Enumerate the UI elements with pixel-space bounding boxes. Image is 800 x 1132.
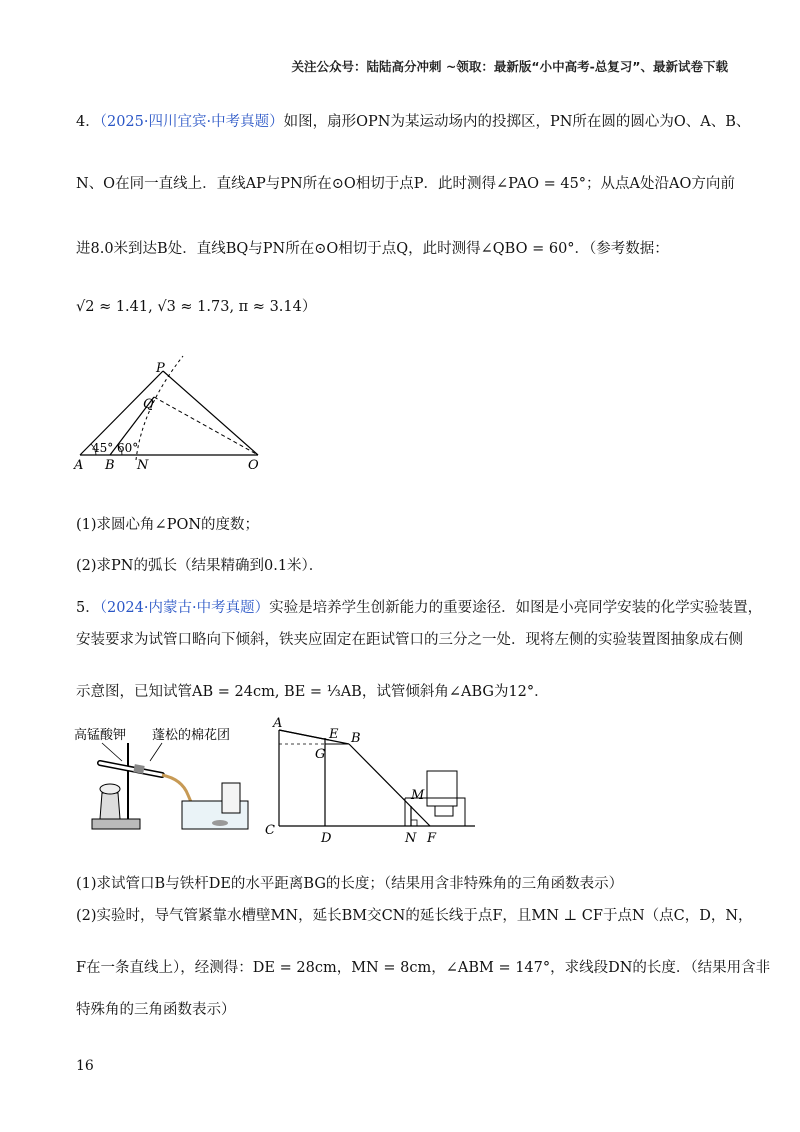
label-A: A bbox=[74, 458, 84, 473]
label-F: F bbox=[427, 831, 437, 846]
label-C: C bbox=[265, 823, 275, 838]
q5-line2: 安装要求为试管口略向下倾斜，铁夹应固定在距试管口的三分之一处．现将左侧的实验装置图抽象成右侧 bbox=[76, 632, 743, 648]
schematic-diagram bbox=[265, 716, 480, 846]
q4-source: （2025·四川宜宾·中考真题） bbox=[99, 114, 284, 130]
q5-sub4: 特殊角的三角函数表示） bbox=[76, 1002, 236, 1018]
label-60: 60° bbox=[117, 441, 139, 455]
q4-number: 4． bbox=[76, 114, 100, 130]
q5-number: 5． bbox=[76, 600, 100, 616]
q5-sub2: (2)实验时，导气管紧靠水槽壁MN，延长BM交CN的延长线于点F，且MN ⊥ CF于点N（点C，D，N， bbox=[76, 908, 753, 924]
page-number: 16 bbox=[76, 1058, 94, 1074]
label-P: P bbox=[156, 361, 165, 376]
q5-text-1: 实验是培养学生创新能力的重要途径．如图是小亮同学安装的化学实验装置， bbox=[269, 600, 763, 616]
label-B2: B bbox=[351, 731, 361, 746]
label-potassium-permanganate: 高锰酸钾 bbox=[74, 728, 127, 743]
label-G: G bbox=[315, 747, 326, 762]
q4-line2: N、O在同一直线上．直线AP与PN所在⊙O相切于点P．此时测得∠PAO = 45°；从点A处沿AO方向前 bbox=[76, 176, 735, 192]
q4-line1 bbox=[76, 110, 751, 131]
label-A2: A bbox=[273, 716, 283, 731]
q4-sub2: (2)求PN的弧长（结果精确到0.1米）． bbox=[76, 558, 324, 574]
label-B: B bbox=[105, 458, 115, 473]
q4-line3: 进8.0米到达B处．直线BQ与PN所在⊙O相切于点Q，此时测得∠QBO = 60°．（参考数据： bbox=[76, 241, 669, 257]
label-N: N bbox=[137, 458, 149, 473]
q5-sub1: (1)求试管口B与铁杆DE的水平距离BG的长度；（结果用含非特殊角的三角函数表示） bbox=[76, 876, 624, 892]
q4-figure bbox=[70, 348, 270, 473]
q5-line3: 示意图，已知试管AB = 24cm, BE = ⅓AB，试管倾斜角∠ABG为12°． bbox=[76, 684, 549, 700]
lab-apparatus-illustration bbox=[72, 723, 272, 835]
label-N2: N bbox=[405, 831, 417, 846]
q4-text-1: 如图，扇形OPN为某运动场内的投掷区，PN所在圆的圆心为O、A、B、 bbox=[283, 114, 751, 130]
q5-sub3: F在一条直线上），经测得：DE = 28cm，MN = 8cm，∠ABM = 147°，求线段DN的长度．（结果用含非 bbox=[76, 960, 771, 976]
q5-source: （2024·内蒙古·中考真题） bbox=[99, 600, 270, 616]
label-45: 45° bbox=[92, 441, 114, 455]
q5-line1 bbox=[76, 596, 763, 617]
q4-reference-data: √2 ≈ 1.41, √3 ≈ 1.73, π ≈ 3.14） bbox=[76, 299, 317, 315]
label-O: O bbox=[248, 458, 259, 473]
label-E: E bbox=[329, 727, 339, 742]
q4-sub1: (1)求圆心角∠PON的度数； bbox=[76, 517, 260, 533]
label-M: M bbox=[411, 788, 425, 803]
page-header: 关注公众号：陆陆高分冲刺 ~领取：最新版“小中高考-总复习”、最新试卷下载 bbox=[291, 59, 728, 74]
label-Q: Q bbox=[143, 397, 154, 412]
label-cotton: 蓬松的棉花团 bbox=[152, 728, 231, 743]
label-D: D bbox=[321, 831, 332, 846]
